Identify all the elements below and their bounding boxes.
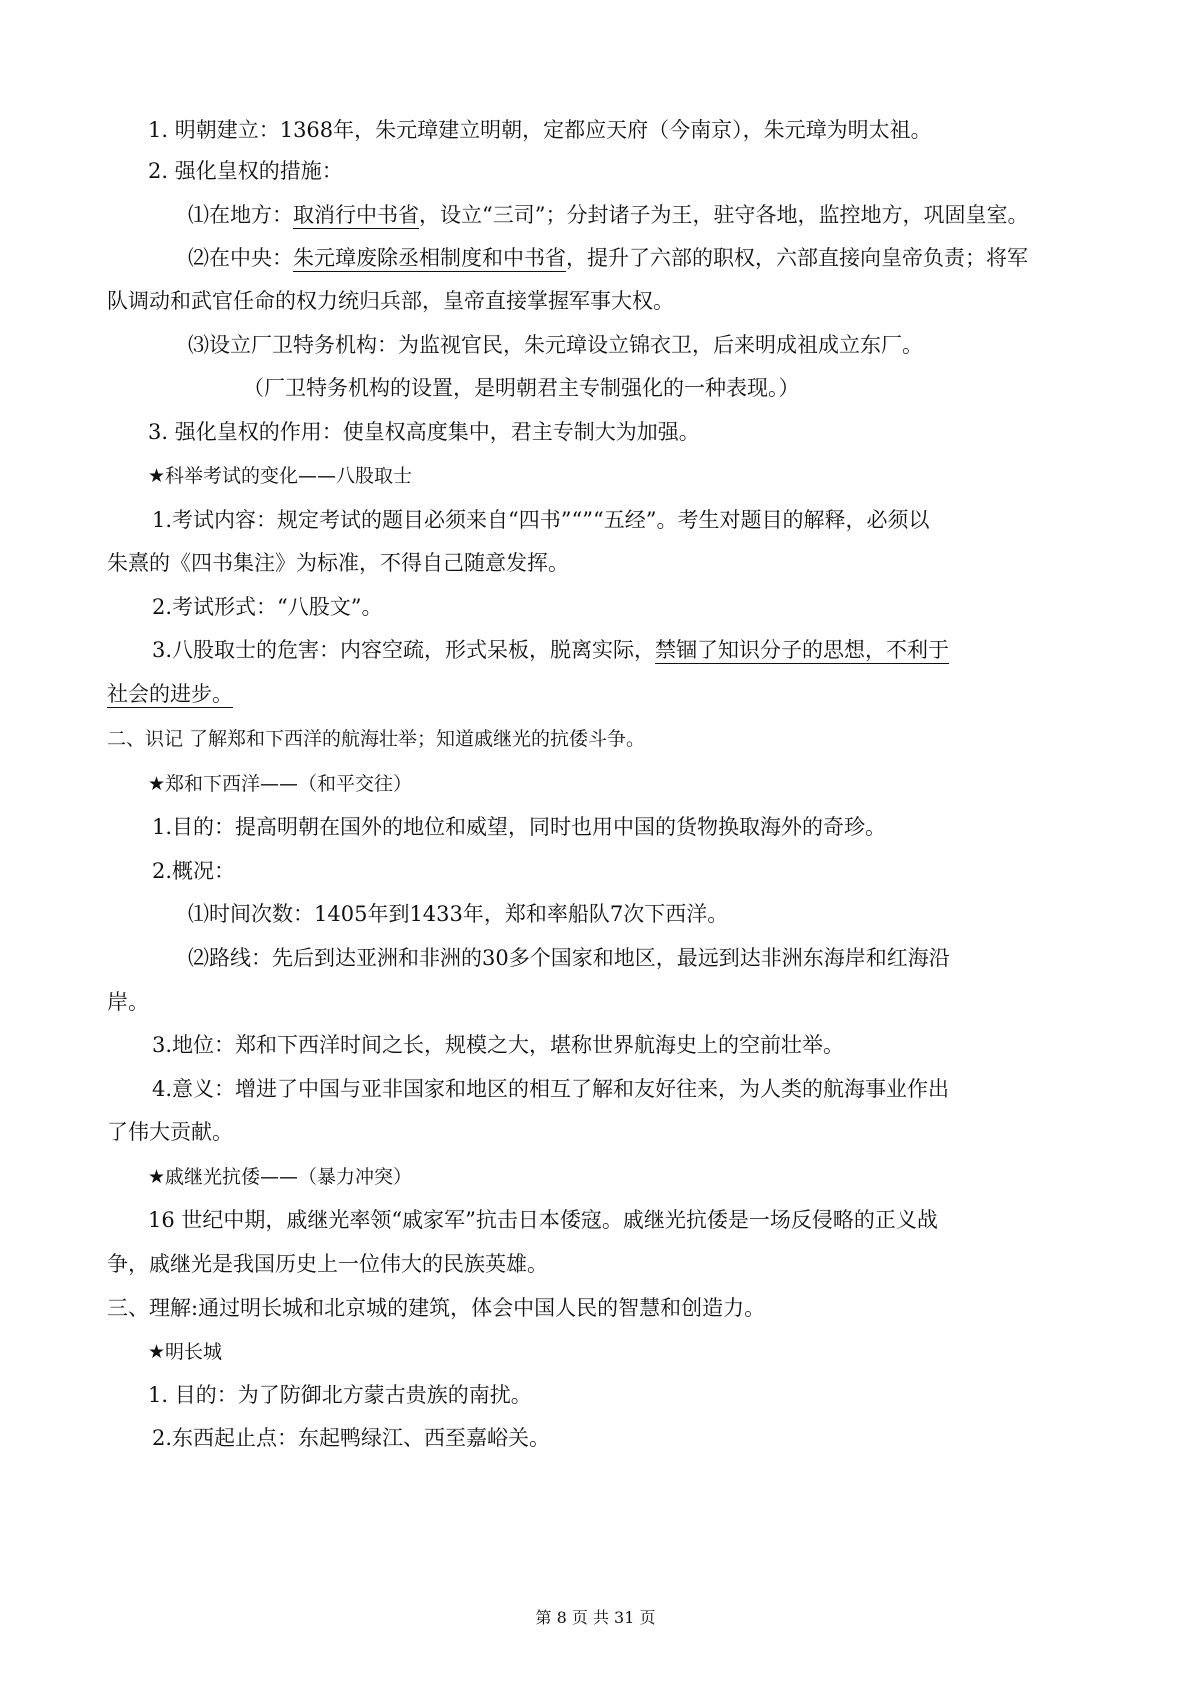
exam-section-heading: ★科举考试的变化——八股取士: [148, 465, 413, 487]
section-three-heading: 三、理解:通过明长城和北京城的建筑，体会中国人民的智慧和创造力。: [107, 1296, 766, 1320]
zheng-he-purpose: 1.目的：提高明朝在国外的地位和威望，同时也用中国的货物换取海外的奇珍。: [152, 815, 887, 839]
exam-content-cont: 朱熹的《四书集注》为标准，不得自己随意发挥。: [107, 551, 569, 575]
qi-jiguang-cont: 争，戚继光是我国历史上一位伟大的民族英雄。: [107, 1252, 548, 1276]
exam-harm-line: [152, 636, 949, 664]
zheng-he-route-cont: 岸。: [107, 990, 149, 1014]
underlined-text: 禁锢了知识分子的思想，不利于: [655, 638, 950, 662]
effect-line: 3. 强化皇权的作用：使皇权高度集中，君主专制大为加强。: [148, 420, 700, 444]
text-segment: 3.八股取士的危害：内容空疏，形式呆板，脱离实际，: [152, 638, 656, 662]
text-segment: ，提升了六部的职权，六部直接向皇帝负责；将军: [566, 246, 1028, 270]
local-measure-line: [188, 201, 1028, 229]
ming-founding-line: 1. 明朝建立：1368年，朱元璋建立明朝，定都应天府（今南京），朱元璋为明太祖。: [148, 118, 932, 142]
section-two-heading: 二、识记 了解郑和下西洋的航海壮举；知道戚继光的抗倭斗争。: [107, 728, 646, 750]
exam-form-line: 2.考试形式：“八股文”。: [152, 595, 383, 619]
secret-police-note: （厂卫特务机构的设置，是明朝君主专制强化的一种表现。）: [243, 376, 800, 400]
measures-heading: 2. 强化皇权的措施：: [148, 159, 343, 183]
zheng-he-route: ⑵路线：先后到达亚洲和非洲的30多个国家和地区，最远到达非洲东海岸和红海沿: [188, 946, 950, 970]
central-measure-cont: 队调动和武官任命的权力统归兵部，皇帝直接掌握军事大权。: [107, 289, 674, 313]
zheng-he-overview: 2.概况：: [152, 859, 236, 883]
zheng-he-heading: ★郑和下西洋——（和平交往）: [148, 773, 413, 795]
central-measure-line: [188, 244, 1028, 272]
text-segment: ⑵在中央：: [188, 246, 293, 270]
qi-jiguang-line: 16 世纪中期，戚继光率领“戚家军”抗击日本倭寇。戚继光抗倭是一场反侵略的正义战: [148, 1208, 938, 1232]
underlined-text: 朱元璋废除丞相制度和中书省: [293, 246, 566, 270]
zheng-he-times: ⑴时间次数：1405年到1433年，郑和率船队7次下西洋。: [188, 902, 729, 926]
qi-jiguang-heading: ★戚继光抗倭——（暴力冲突）: [148, 1166, 413, 1188]
great-wall-heading: ★明长城: [148, 1341, 223, 1363]
zheng-he-status: 3.地位：郑和下西洋时间之长，规模之大，堪称世界航海史上的空前壮举。: [152, 1033, 845, 1057]
great-wall-purpose: 1. 目的：为了防御北方蒙古贵族的南扰。: [148, 1383, 532, 1407]
zheng-he-significance: 4.意义：增进了中国与亚非国家和地区的相互了解和友好往来，为人类的航海事业作出: [152, 1077, 950, 1101]
underlined-text: 社会的进步。: [107, 682, 233, 706]
great-wall-endpoints: 2.东西起止点：东起鸭绿江、西至嘉峪关。: [152, 1426, 551, 1450]
text-segment: ，设立“三司”；分封诸子为王，驻守各地，监控地方，巩固皇室。: [419, 203, 1029, 227]
secret-police-line: ⑶设立厂卫特务机构：为监视官民，朱元璋设立锦衣卫，后来明成祖成立东厂。: [188, 333, 923, 357]
underlined-text: 取消行中书省: [293, 203, 419, 227]
page-footer: 第 8 页 共 31 页: [535, 1608, 656, 1627]
text-segment: ⑴在地方：: [188, 203, 293, 227]
exam-harm-cont: [107, 680, 233, 708]
zheng-he-significance-cont: 了伟大贡献。: [107, 1120, 233, 1144]
exam-content-line: 1.考试内容：规定考试的题目必须来自“四书”“”“五经”。考生对题目的解释，必须以: [152, 508, 930, 532]
